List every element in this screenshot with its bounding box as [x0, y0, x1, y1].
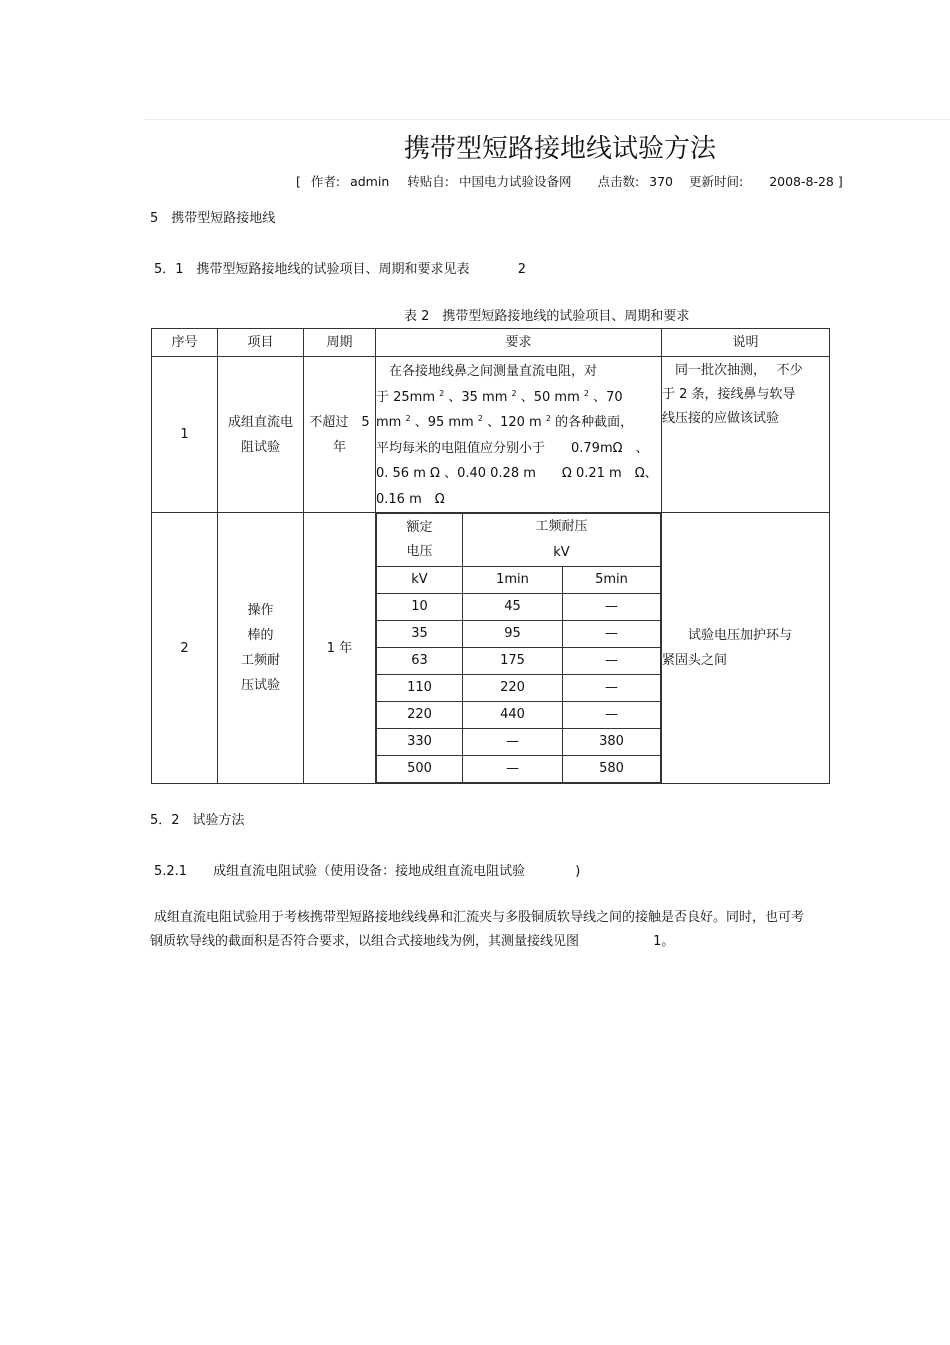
row1-period-line: 不超过 5 — [309, 414, 370, 430]
section-5-2-heading: 5．2 试验方法 — [150, 813, 245, 828]
clicks-value: 370 — [649, 174, 673, 189]
req-frag: 于 25mm — [376, 389, 440, 405]
voltage-cell: 330 — [377, 729, 463, 756]
top-divider — [145, 119, 950, 120]
row1-note-line: 同一批次抽测， 不少 — [662, 363, 803, 378]
voltage-cell: 380 — [563, 729, 661, 756]
row2-requirement — [376, 513, 662, 784]
voltage-cell: — — [563, 675, 661, 702]
voltage-row — [377, 756, 661, 783]
voltage-cell: 500 — [377, 756, 463, 783]
voltage-cell: 63 — [377, 648, 463, 675]
row1-item-line: 阻试验 — [240, 439, 280, 455]
voltage-cell: 175 — [463, 648, 563, 675]
requirement-line — [376, 410, 659, 436]
requirement-line: 0. 56 m Ω 、0.40 0.28 m Ω 0.21 m Ω、 — [376, 466, 658, 481]
withstand-1min-header: 1min — [463, 567, 563, 594]
voltage-cell: — — [563, 621, 661, 648]
voltage-row — [377, 729, 661, 756]
req-frag: 、50 mm — [520, 389, 584, 405]
voltage-cell: — — [563, 648, 661, 675]
body-paragraph-line — [150, 930, 674, 954]
voltage-row — [377, 621, 661, 648]
req-frag: 、35 mm — [448, 389, 512, 405]
requirement-line: 0.16 m Ω — [376, 491, 445, 507]
req-sup: 2 — [511, 388, 517, 398]
section-5-2-1-text: 5.2.1 成组直流电阻试验（使用设备：接地成组直流电阻试验 — [154, 864, 526, 879]
voltage-cell: 10 — [377, 594, 463, 621]
figure-ref: 1。 — [653, 934, 675, 949]
header-period: 周期 — [304, 329, 376, 357]
table-row — [152, 357, 830, 513]
row2-period: 1 年 — [304, 513, 376, 784]
row1-item-line: 成组直流电 — [227, 414, 293, 430]
page-title: 携带型短路接地线试验方法 — [403, 134, 716, 164]
author-label: 作者: — [310, 174, 341, 189]
table-caption: 表 2 携带型短路接地线的试验项目、周期和要求 — [404, 309, 690, 324]
row2-item-line: 操作 — [247, 603, 274, 618]
requirement-line: 平均每米的电阻值应分别小于 0.79mΩ 、 — [376, 440, 649, 456]
voltage-cell: 580 — [563, 756, 661, 783]
article-meta — [296, 172, 849, 190]
row2-item — [218, 513, 304, 784]
section-5-2-1-heading — [154, 860, 580, 879]
section-5-heading: 5 携带型短路接地线 — [150, 211, 276, 226]
section-5-2-1-close: ) — [575, 864, 581, 879]
row2-note — [662, 513, 830, 784]
voltage-row — [377, 675, 661, 702]
section-5-1-text: 5．1 携带型短路接地线的试验项目、周期和要求见表 — [154, 262, 470, 277]
header-no: 序号 — [152, 329, 218, 357]
voltage-cell: — — [463, 756, 563, 783]
voltage-row — [377, 648, 661, 675]
req-sup: 2 — [405, 414, 411, 423]
row2-item-line: 压试验 — [240, 678, 280, 693]
voltage-cell: 220 — [463, 675, 563, 702]
section-5-1-heading — [154, 258, 526, 277]
rated-voltage-unit: kV — [377, 567, 463, 594]
voltage-subtable — [376, 513, 661, 783]
voltage-cell: 110 — [377, 675, 463, 702]
updated-label: 更新时间: — [688, 174, 744, 189]
req-frag: mm — [376, 415, 406, 430]
header-item: 项目 — [218, 329, 304, 357]
withstand-header-line: kV — [553, 545, 570, 560]
row1-requirement — [376, 357, 662, 513]
table-header-row — [152, 329, 830, 357]
voltage-cell: — — [463, 729, 563, 756]
withstand-header — [463, 514, 661, 567]
row1-item — [218, 357, 304, 513]
req-frag: 、70 — [593, 389, 623, 405]
req-sup: 2 — [583, 388, 589, 398]
header-requirement: 要求 — [376, 329, 662, 357]
row2-no: 2 — [152, 513, 218, 784]
requirement-line — [376, 385, 659, 411]
req-sup: 2 — [545, 414, 551, 423]
withstand-5min-header: 5min — [563, 567, 661, 594]
req-frag: 、120 m — [487, 415, 546, 430]
row1-note-line: 线压接的应做该试验 — [662, 411, 780, 426]
row1-period — [304, 357, 376, 513]
row2-note-line: 紧固头之间 — [662, 653, 728, 668]
req-frag: 的各种截面， — [555, 415, 634, 430]
table-row — [152, 513, 830, 784]
voltage-subtable-units — [377, 567, 661, 594]
voltage-cell: 95 — [463, 621, 563, 648]
rated-voltage-header-line: 电压 — [406, 544, 433, 559]
author-value: admin — [350, 174, 390, 189]
clicks-label: 点击数: — [597, 174, 640, 189]
row1-period-line: 年 — [332, 439, 346, 455]
updated-value: 2008-8-28 ] — [769, 174, 843, 189]
req-frag: 、95 mm — [414, 415, 478, 430]
voltage-row — [377, 702, 661, 729]
voltage-cell: — — [563, 594, 661, 621]
source-value: 中国电力试验设备网 — [458, 174, 572, 189]
voltage-cell: 35 — [377, 621, 463, 648]
rated-voltage-header — [377, 514, 463, 567]
row1-no: 1 — [152, 357, 218, 513]
req-sup: 2 — [439, 388, 445, 398]
voltage-cell: — — [563, 702, 661, 729]
row2-note-line: 试验电压加护环与 — [688, 628, 793, 643]
row2-item-line: 工频耐 — [240, 653, 280, 668]
voltage-cell: 220 — [377, 702, 463, 729]
body-paragraph-line: 成组直流电阻试验用于考核携带型短路接地线线鼻和汇流夹与多股铜质软导线之间的接触是否良好。同时，也可考 — [154, 910, 805, 925]
voltage-cell: 440 — [463, 702, 563, 729]
row1-note — [662, 357, 830, 513]
body-paragraph-text: 钢质软导线的截面积是否符合要求，以组合式接地线为例，其测量接线见图 — [150, 934, 580, 949]
voltage-row — [377, 594, 661, 621]
section-5-1-table-ref: 2 — [517, 262, 526, 277]
test-spec-table — [151, 328, 830, 784]
withstand-header-line: 工频耐压 — [535, 519, 588, 534]
req-sup: 2 — [477, 414, 483, 423]
row2-item-line: 棒的 — [247, 628, 274, 643]
voltage-cell: 45 — [463, 594, 563, 621]
row1-note-line: 于 2 条，接线鼻与软导 — [662, 387, 796, 402]
meta-open-bracket: [ — [296, 174, 301, 189]
header-note: 说明 — [662, 329, 830, 357]
rated-voltage-header-line: 额定 — [406, 520, 433, 535]
source-label: 转贴自: — [407, 174, 449, 189]
requirement-line: 在各接地线鼻之间测量直流电阻，对 — [376, 364, 598, 379]
